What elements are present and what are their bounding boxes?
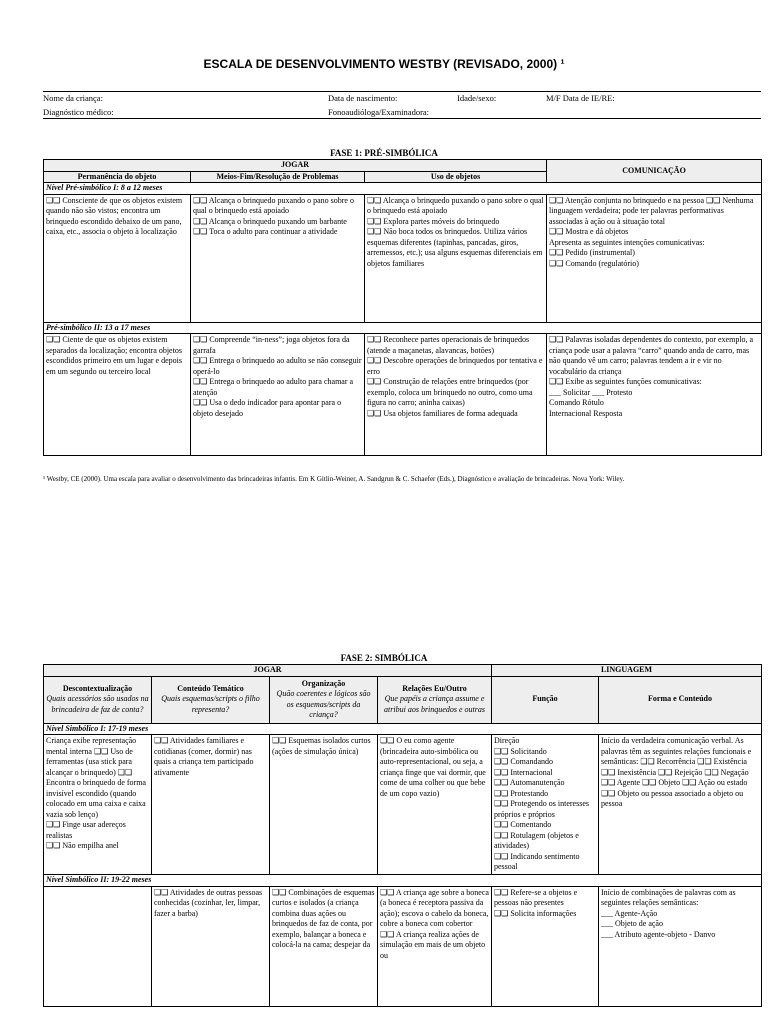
column-title: Relações Eu/Outro: [402, 683, 467, 693]
phase2-column-header: [152, 676, 270, 723]
phase1-content-row: [44, 334, 762, 456]
phase2-level-label: Nível Simbólico I: 17-19 meses: [44, 723, 762, 735]
checklist-item: ❑❑ Alcança o brinquedo puxando o pano sobre o qual o brinquedo está apoiado: [367, 195, 544, 215]
checklist-item: ❑❑ Não boca todos os brinquedos. Utiliza vários esquemas diferentes (tapinhas, pancadas, giros, arremessos, etc.); usa alguns esquemas diferenciais em objetos familiares: [367, 227, 543, 268]
phase1-level-label: Nível Pré-simbólico I: 8 a 12 meses: [44, 183, 762, 195]
phase2-column-header: [378, 676, 492, 723]
checklist-item: Criança exibe representação mental interna ❑❑ Uso de ferramentas (usa stick para alcançar o brinquedo) ❑❑ Encontra o brinquedo de forma invisível escondido (quando colocado em uma caixa e caixa vazia sob lenço): [46, 736, 146, 819]
checklist-item: ___ Solicitar ___ Protesto: [549, 387, 633, 397]
column-subtitle: Quais esquemas/scripts o filho representa?: [161, 694, 260, 714]
checklist-item: ❑❑ Descobre operações de brinquedos por tentativa e erro: [367, 356, 543, 376]
column-subtitle: Quais acessórios são usados na brincadeira de faz de conta?: [46, 694, 149, 714]
phase2-table: [43, 664, 762, 1007]
checklist-item: ❑❑ Consciente de que os objetos existem quando não são vistos; encontra um brinquedo escondido debaixo de um pano, caixa, etc., associa o objeto à localização: [46, 195, 183, 236]
column-subtitle: Quão coerentes e lógicos são os esquemas/scripts da criança?: [276, 689, 371, 719]
checklist-item: Apresenta as seguintes intenções comunicativas:: [549, 237, 705, 247]
phase2-cell: [599, 886, 762, 1006]
checklist-item: ❑❑ Palavras isoladas dependentes do contexto, por exemplo, a criança pode usar a palavra “carro” quando anda de carro, mas não quando vê um carro; palavras tendem a ir e vir no vocabulário da criança: [549, 335, 754, 376]
checklist-item: ❑❑ A criança realiza ações de simulação em mais de um objeto ou: [380, 929, 486, 960]
phase1-title: FASE 1: PRÉ-SIMBÓLICA: [330, 148, 438, 158]
checklist-item: ❑❑ Combinações de esquemas curtos e isolados (a criança combina duas ações ou brinquedos de faz de conta, por exemplo, balançar a boneca e colocá-la na cama; despejar da: [272, 887, 375, 949]
phase1-cell: [547, 334, 762, 456]
checklist-item: ❑❑ Finge usar adereços realistas: [46, 820, 126, 840]
phase1-level-row: [44, 322, 762, 334]
ie-re-date-label: M/F Data de IE/RE:: [546, 93, 615, 103]
checklist-item: ❑❑ Toca o adulto para continuar a atividade: [193, 227, 338, 236]
checklist-item: ❑❑ Comandando: [494, 757, 554, 766]
phase1-cell: [365, 194, 547, 322]
phase1-col-object-permanence: Permanência do objeto: [44, 171, 191, 183]
column-title: Organização: [301, 678, 346, 688]
checklist-item: ❑❑ Solicitando: [494, 746, 547, 756]
checklist-item: Comando Rótulo: [549, 398, 604, 407]
phase2-play-header: JOGAR: [44, 665, 492, 677]
phase1-level-row: [44, 183, 762, 195]
checklist-item: ❑❑ Mostra e dá objetos: [549, 227, 629, 236]
phase2-cell: [152, 735, 270, 875]
footnote: ¹ Westby, CE (2000). Uma escala para avaliar o desenvolvimento das brincadeiras infantis. Em K Gitlin-Weiner, A. Sandgrun & C. Schaefer (Eds.), Diagnóstico e avaliação de brincadeiras. Nova York: Wiley.: [43, 475, 625, 483]
column-title: Conteúdo Temático: [177, 683, 244, 693]
checklist-item: ❑❑ Usa o dedo indicador para apontar para o objeto desejado: [193, 398, 342, 418]
checklist-item: ❑❑ Protegendo os interesses próprios e próprios: [494, 799, 589, 819]
phase1-play-header: JOGAR: [44, 160, 547, 172]
checklist-item: ❑❑ O eu como agente (brincadeira auto-simbólica ou auto-representacional, ou seja, a criança finge que vai dormir, que come de uma colher ou que bebe de um copo vazio): [380, 736, 486, 798]
phase1-cell: [44, 334, 191, 456]
checklist-item: ❑❑ Reconhece partes operacionais de brinquedos (atende a maçanetas, alavancas, botões): [367, 335, 530, 355]
checklist-item: ❑❑ Compreende “in-ness”; joga objetos fora da garrafa: [193, 335, 350, 355]
phase2-column-header: [270, 676, 378, 723]
checklist-item: ❑❑ Automanutenção: [494, 778, 565, 787]
phase1-col-means-end: Meios-Fim/Resolução de Problemas: [191, 171, 365, 183]
checklist-item: ___ Atributo agente-objeto - Danvo: [601, 929, 716, 939]
phase1-col-object-use: Uso de objetos: [365, 171, 547, 183]
child-info-block: [43, 91, 761, 119]
phase2-content-row: [44, 886, 762, 1006]
phase1-content-row: [44, 194, 762, 322]
checklist-item: ❑❑ Comentando: [494, 820, 552, 829]
phase1-cell: [191, 334, 365, 456]
checklist-item: ❑❑ Esquemas isolados curtos (ações de simulação única): [272, 736, 371, 756]
checklist-item: ❑❑ Explora partes móveis do brinquedo: [367, 216, 500, 226]
phase2-cell: [270, 886, 378, 1006]
checklist-item: ❑❑ Alcança o brinquedo puxando o pano sobre o qual o brinquedo está apoiado: [193, 195, 354, 215]
phase2-body: [44, 723, 762, 1006]
phase2-language-header: LINGUAGEM: [492, 665, 762, 677]
checklist-item: ❑❑ Atenção conjunta no brinquedo e na pessoa ❑❑ Nenhuma linguagem verdadeira; pode ter palavras performativas associadas à ação ou à situação total: [549, 195, 754, 226]
checklist-item: ❑❑ A criança age sobre a boneca (a boneca é receptora passiva da ação); escova o cabelo da boneca, cobre a boneca com cobertor: [380, 887, 489, 928]
phase2-cell: [378, 886, 492, 1006]
phase2-column-header: [492, 676, 599, 723]
phase2-title: FASE 2: SIMBÓLICA: [340, 653, 428, 663]
checklist-item: Início de combinações de palavras com as seguintes relações semânticas:: [601, 887, 736, 907]
phase2-cell: [599, 735, 762, 875]
child-name-label: Nome da criança:: [43, 93, 103, 103]
checklist-item: ❑❑ Entrega o brinquedo ao adulto para chamar a atenção: [193, 377, 354, 397]
checklist-item: ❑❑ Entrega o brinquedo ao adulto se não conseguir operá-lo: [193, 356, 362, 376]
checklist-item: ___ Objeto de ação: [601, 919, 663, 928]
checklist-item: ❑❑ Exibe as seguintes funções comunicativas:: [549, 377, 702, 386]
diagnosis-label: Diagnóstico médico:: [43, 107, 114, 117]
checklist-item: ❑❑ Internacional: [494, 767, 553, 777]
birth-date-label: Data de nascimento:: [328, 93, 398, 103]
phase2-cell: [492, 886, 599, 1006]
checklist-item: ❑❑ Não empilha anel: [46, 841, 119, 850]
phase1-table: [43, 159, 762, 456]
checklist-item: ❑❑ Pedido (instrumental): [549, 248, 635, 257]
phase2-cell: [378, 735, 492, 875]
checklist-item: Internacional Resposta: [549, 408, 623, 418]
phase2-content-row: [44, 735, 762, 875]
phase1-cell: [365, 334, 547, 456]
checklist-item: ❑❑ Atividades familiares e cotidianas (comer, dormir) nas quais a criança tem participado ativamente: [154, 736, 254, 777]
phase2-level-row: [44, 875, 762, 887]
phase2-column-headers: [44, 676, 762, 723]
column-title: Descontextualização: [62, 683, 133, 693]
checklist-item: ❑❑ Refere-se a objetos e pessoas não presentes: [494, 887, 578, 907]
checklist-item: ❑❑ Alcança o brinquedo puxando um barbante: [193, 216, 347, 226]
phase1-body: [44, 183, 762, 456]
column-title: Forma e Conteúdo: [648, 694, 712, 704]
phase1-level-label: Pré-simbólico II: 13 a 17 meses: [44, 322, 762, 334]
phase2-cell: [492, 735, 599, 875]
checklist-item: ❑❑ Ciente de que os objetos existem separados da localização; encontra objetos escondidos primeiro em um lugar e depois em um segundo ou terceiro local: [46, 335, 182, 376]
phase2-cell: [270, 735, 378, 875]
phase2-level-row: [44, 723, 762, 735]
phase2-column-header: [599, 676, 762, 723]
document-title: ESCALA DE DESENVOLVIMENTO WESTBY (REVISADO, 2000) ¹: [203, 57, 565, 71]
checklist-item: ❑❑ Usa objetos familiares de forma adequada: [367, 408, 518, 418]
checklist-item: ❑❑ Indicando sentimento pessoal: [494, 851, 580, 871]
phase2-level-label: Nível Simbólico II: 19-22 meses: [44, 875, 762, 887]
phase1-cell: [191, 194, 365, 322]
column-subtitle: Que papéis a criança assume e atribui aos brinquedos e outras: [384, 694, 485, 714]
checklist-item: Início da verdadeira comunicação verbal. As palavras têm as seguintes relações funcionais e semânticas: ❑❑ Recorrência ❑❑ Existência ❑❑ Inexistência ❑❑ Rejeição ❑❑ Negação ❑❑ Agente ❑❑ Objeto ❑❑ Ação ou estado ❑❑ Objeto ou pessoa associado a objeto ou pessoa: [601, 736, 752, 808]
phase2-cell: [44, 886, 152, 1006]
checklist-item: ❑❑ Protestando: [494, 788, 549, 798]
checklist-item: Direção: [494, 736, 520, 745]
phase2-cell: [152, 886, 270, 1006]
checklist-item: ❑❑ Solicita informações: [494, 908, 577, 918]
age-sex-label: Idade/sexo:: [457, 93, 497, 103]
phase1-communication-header: COMUNICAÇÃO: [547, 160, 762, 183]
phase2-cell: [44, 735, 152, 875]
checklist-item: ___ Agente-Ação: [601, 908, 658, 918]
examiner-label: Fonoaudióloga/Examinadora:: [328, 107, 430, 117]
checklist-item: ❑❑ Atividades de outras pessoas conhecidas (cozinhar, ler, limpar, fazer a barba): [154, 887, 263, 918]
phase2-column-header: [44, 676, 152, 723]
phase1-cell: [547, 194, 762, 322]
column-title: Função: [532, 694, 558, 704]
phase1-cell: [44, 194, 191, 322]
checklist-item: ❑❑ Rotulagem (objetos e atividades): [494, 830, 579, 850]
checklist-item: ❑❑ Construção de relações entre brinquedos (por exemplo, coloca um brinquedo no outro, como uma figura no carro; aninha caixas): [367, 377, 533, 407]
checklist-item: ❑❑ Comando (regulatório): [549, 258, 639, 268]
